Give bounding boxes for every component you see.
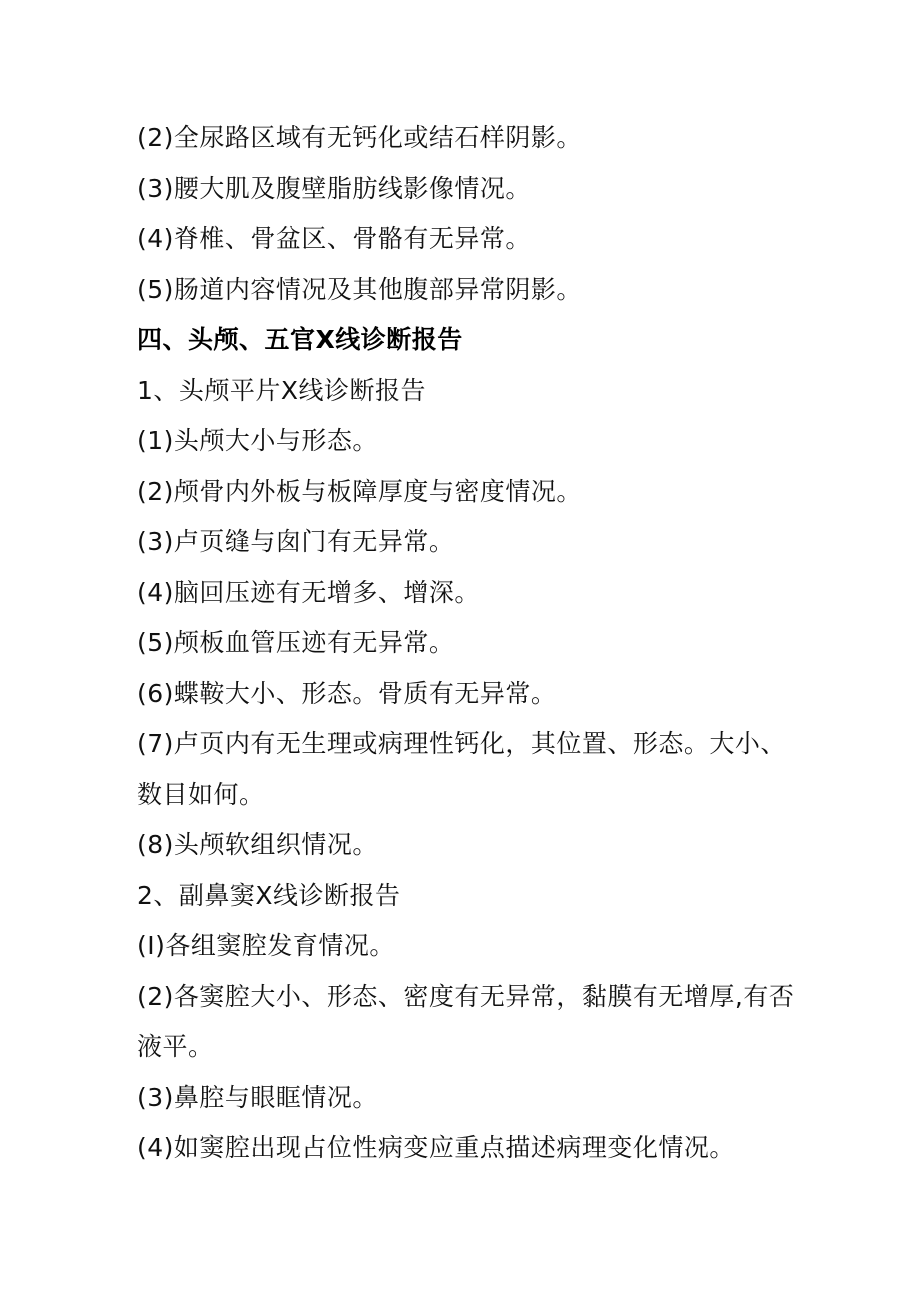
list-item: (8)头颅软组织情况。: [137, 830, 378, 859]
list-item: (3)腰大肌及腹壁脂肪线影像情况。: [137, 173, 531, 203]
subsection-heading: 1、头颅平片X线诊断报告: [137, 375, 427, 405]
list-item: (4)如窦腔出现占位性病变应重点描述病理变化情况。: [137, 1133, 735, 1162]
list-item: (3)卢页缝与囱门有无异常。: [137, 527, 455, 556]
list-item: (4)脑回压迹有无增多、增深。: [137, 577, 480, 607]
document-body: [137, 113, 797, 1174]
list-item: (2)全尿路区域有无钙化或结石样阴影。: [137, 123, 582, 152]
list-item-continuation: 数目如何。: [137, 779, 265, 809]
subsection-heading: 2、副鼻窦X线诊断报告: [137, 880, 401, 910]
list-item: (2)各窦腔大小、形态、密度有无异常，黏膜有无增厚,有否: [137, 981, 795, 1011]
list-item: (6)蝶鞍大小、形态。骨质有无异常。: [137, 678, 557, 708]
list-item: (5)肠道内容情况及其他腹部异常阴影。: [137, 274, 582, 304]
list-item: (3)鼻腔与眼眶情况。: [137, 1082, 378, 1112]
list-item-continuation: 液平。: [137, 1032, 214, 1061]
section-heading: 四、头颅、五官X线诊断报告: [137, 325, 463, 354]
list-item: (1)头颅大小与形态。: [137, 426, 378, 455]
list-item: (4)脊椎、骨盆区、骨骼有无异常。: [137, 224, 531, 253]
list-item: (2)颅骨内外板与板障厚度与密度情况。: [137, 476, 582, 506]
list-item: (I)各组窦腔发育情况。: [137, 931, 395, 960]
list-item: (7)卢页内有无生理或病理性钙化，其位置、形态。大小、: [137, 729, 786, 758]
list-item: (5)颅板血管压迹有无异常。: [137, 628, 455, 657]
